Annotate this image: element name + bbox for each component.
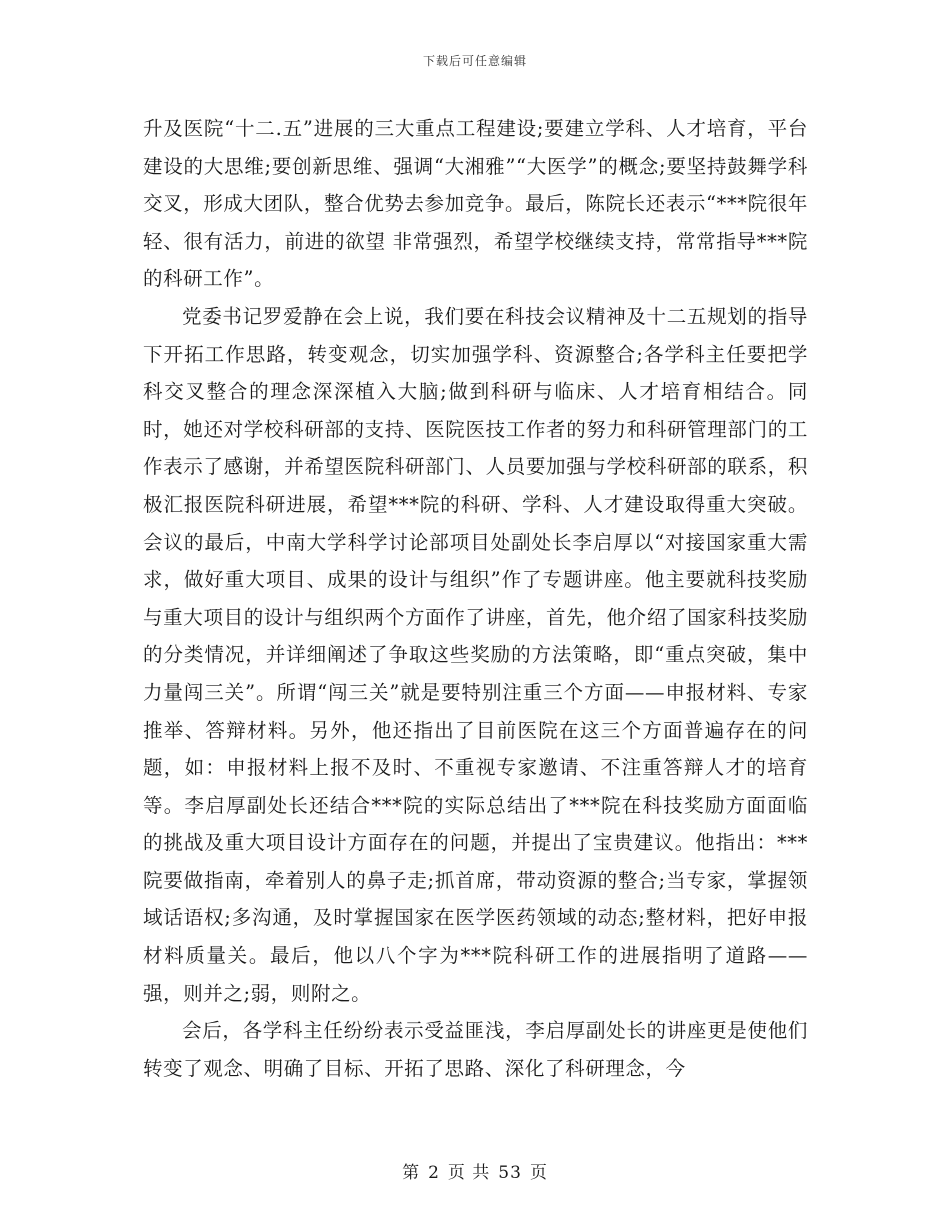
- page-header: 下载后可任意编辑: [422, 54, 527, 68]
- document-body: [143, 110, 808, 1087]
- footer-prefix: 第: [402, 1163, 421, 1183]
- total-pages: 53: [498, 1163, 522, 1183]
- paragraph-after-meeting: 会后，各学科主任纷纷表示受益匪浅，李启厚副处长的讲座更是使他们转变了观念、明确了目标、开拓了思路、深化了科研理念，今: [143, 1019, 808, 1080]
- paragraph-continued: 升及医院“十二.五”进展的三大重点工程建设;要建立学科、人才培育，平台建设的大思维;要创新思维、强调“大湘雅”“大医学”的概念;要坚持鼓舞学科交叉，形成大团队，整合优势去参加竞争。最后，陈院长还表示“***院很年轻、很有活力，前进的欲望 非常强烈，希望学校继续支持，常常指导***院的科研工作”。: [143, 117, 808, 291]
- paragraph-party-secretary: 党委书记罗爱静在会上说，我们要在科技会议精神及十二五规划的指导下开拓工作思路，转变观念，切实加强学科、资源整合;各学科主任要把学科交叉整合的理念深深植入大脑;做到科研与临床、人才培育相结合。同时，她还对学校科研部的支持、医院医技工作者的努力和科研管理部门的工作表示了感谢，并希望医院科研部门、人员要加强与学校科研部的联系，积极汇报医院科研进展，希望***院的科研、学科、人才建设取得重大突破。会议的最后，中南大学科学讨论部项目处副处长李启厚以“对接国家重大需求，做好重大项目、成果的设计与组织”作了专题讲座。他主要就科技奖励与重大项目的设计与组织两个方面作了讲座，首先，他介绍了国家科技奖励的分类情况，并详细阐述了争取这些奖励的方法策略，即“重点突破，集中力量闯三关”。所谓“闯三关”就是要特别注重三个方面——申报材料、专家推举、答辩材料。另外，他还指出了目前医院在这三个方面普遍存在的问题，如：申报材料上报不及时、不重视专家邀请、不注重答辩人才的培育等。李启厚副处长还结合***院的实际总结出了***院在科技奖励方面面临的挑战及重大项目设计方面存在的问题，并提出了宝贵建议。他指出：***院要做指南，牵着别人的鼻子走;抓首席，带动资源的整合;当专家，掌握领域话语权;多沟通，及时掌握国家在医学医药领域的动态;整材料，把好申报材料质量关。最后，他以八个字为***院科研工作的进展指明了道路——强，则并之;弱，则附之。: [143, 304, 808, 1005]
- footer-suffix: 页: [529, 1163, 548, 1183]
- page-number: 2: [428, 1163, 440, 1183]
- footer-middle: 页 共: [447, 1163, 491, 1183]
- page-footer: [0, 1158, 950, 1183]
